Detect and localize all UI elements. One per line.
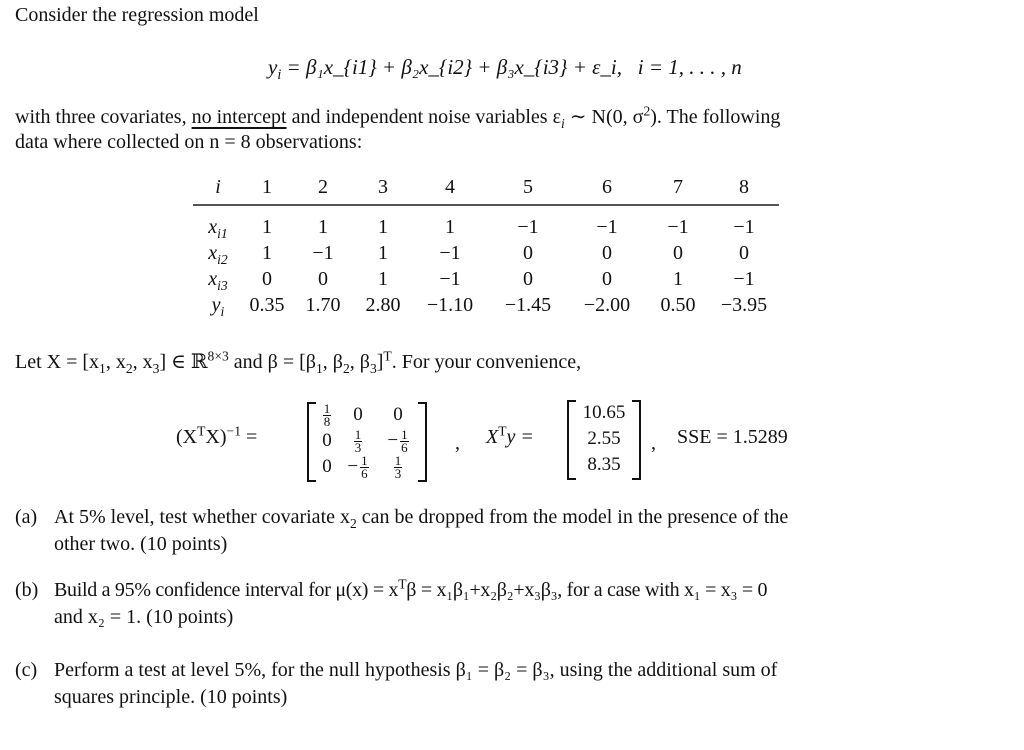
paragraph-model-description xyxy=(15,104,780,129)
table-cell: −1 xyxy=(733,215,755,238)
table-cell: −3.95 xyxy=(720,293,768,316)
table-cell: −2.00 xyxy=(583,293,631,316)
question-b-line1: Build a 95% confidence interval for $\mu(x) = x^T\beta = x_1\beta_1+x_2\beta_2+x_3\beta_3$, for a case with x₁ = x₃ = 0 xyxy=(54,576,768,601)
matrix-cell: 0 xyxy=(393,404,403,425)
table-header-row xyxy=(193,172,779,205)
vector-cell: 2.55 xyxy=(587,428,621,449)
table-cell: 0 xyxy=(673,241,683,264)
xtx-trailing-comma: , xyxy=(455,432,460,454)
table-cell: 1 xyxy=(262,215,272,238)
eq-lhs-sub: i xyxy=(277,67,282,84)
question-a-marker: (a) xyxy=(15,506,38,528)
matrix-cell: $\frac{1}{3}$ xyxy=(394,452,402,481)
table-cell: 1 xyxy=(378,241,388,264)
col-header: 8 xyxy=(709,172,779,205)
table-row-xi2 xyxy=(193,240,779,266)
question-b-line2: and x₂ = 1. (10 points) xyxy=(54,606,234,628)
xtx-inv-label: $(X^TX)^{-1}$ = xyxy=(176,423,258,448)
table-cell: 0 xyxy=(318,267,328,290)
paragraph-definitions: Let $X = [x_1$, $x_2$, $x_3$] ∈ ℝ$^{8\times 3}$ and $\beta = [\beta_1$, $\beta_2$, $\beta_3]^T$. For your convenience, xyxy=(15,348,582,376)
left-bracket xyxy=(567,400,576,480)
row-label: $x_{i1}$ xyxy=(208,215,228,241)
matrix-cell: − $\frac{1}{6}$ xyxy=(387,426,408,455)
col-header: 2 xyxy=(291,172,355,205)
table-cell: 1 xyxy=(378,215,388,238)
xty-vector xyxy=(567,400,641,480)
p1-after: and independent noise variables ε xyxy=(286,106,561,128)
table-cell: 1 xyxy=(673,267,683,290)
data-table xyxy=(193,172,779,318)
question-b-marker: (b) xyxy=(15,579,39,601)
table-cell: −1.45 xyxy=(504,293,552,316)
row-label: $x_{i2}$ xyxy=(208,241,228,267)
model-equation xyxy=(268,55,742,84)
table-cell: 0 xyxy=(602,241,612,264)
eq-rhs: = β₁x_{i1} + β₂x_{i2} + β₃x_{i3} + ε_i, xyxy=(286,55,622,79)
eq-lhs: y xyxy=(268,55,278,79)
sse-value: SSE = 1.5289 xyxy=(677,426,788,448)
table-cell: 0 xyxy=(523,267,533,290)
table-cell: 2.80 xyxy=(365,293,401,316)
left-bracket xyxy=(307,402,316,482)
matrix-cell: 0 xyxy=(353,404,363,425)
table-cell: −1 xyxy=(517,215,539,238)
matrix-cell: 0 xyxy=(322,456,332,477)
p1-dist: ∼ N(0, σ xyxy=(564,106,644,128)
question-a-line1: At 5% level, test whether covariate $x_2$ can be dropped from the model in the presence of the xyxy=(54,506,789,531)
table-cell: −1.10 xyxy=(426,293,474,316)
col-header: 1 xyxy=(243,172,291,205)
question-a-line2: other two. (10 points) xyxy=(54,533,228,555)
paragraph-observations: data where collected on n = 8 observations: xyxy=(15,131,363,153)
matrix-cell: $\frac{1}{8}$ xyxy=(323,400,331,429)
right-bracket xyxy=(632,400,641,480)
table-row-xi1 xyxy=(193,205,779,240)
table-cell: −1 xyxy=(667,215,689,238)
table-cell: 1 xyxy=(262,241,272,264)
vector-cell: 8.35 xyxy=(587,454,621,475)
table-cell: 1.70 xyxy=(305,293,341,316)
table-cell: 0.35 xyxy=(249,293,285,316)
col-header: 4 xyxy=(411,172,489,205)
eq-index-range: i = 1, . . . , n xyxy=(637,55,742,79)
table-cell: 0 xyxy=(523,241,533,264)
table-cell: 0.50 xyxy=(660,293,696,316)
table-cell: −1 xyxy=(439,241,461,264)
vector-cell: 10.65 xyxy=(582,402,626,423)
matrix-cell: 0 xyxy=(322,430,332,451)
row-label: $x_{i3}$ xyxy=(208,267,228,293)
header-i: i xyxy=(193,172,243,205)
table-cell: 1 xyxy=(318,215,328,238)
col-header: 5 xyxy=(489,172,567,205)
p1-eps-sub: i xyxy=(561,116,565,131)
question-c-line2: squares principle. (10 points) xyxy=(54,686,288,708)
matrix-cell: − $\frac{1}{6}$ xyxy=(347,452,368,481)
xty-label: $X^Ty$ = xyxy=(486,423,534,448)
p1-before: with three covariates, xyxy=(15,106,192,128)
p1-dist-end: ). The following xyxy=(650,106,781,128)
p1-underlined-no-intercept: no intercept xyxy=(191,106,287,128)
col-header: 6 xyxy=(567,172,647,205)
col-header: 3 xyxy=(355,172,411,205)
row-label: $y_i$ xyxy=(211,293,225,319)
table-cell: −1 xyxy=(733,267,755,290)
table-cell: 0 xyxy=(262,267,272,290)
table-cell: −1 xyxy=(312,241,334,264)
table-row-xi3 xyxy=(193,266,779,292)
intro-text: Consider the regression model xyxy=(15,4,259,26)
table-cell: −1 xyxy=(596,215,618,238)
table-cell: 1 xyxy=(445,215,455,238)
table-cell: 0 xyxy=(739,241,749,264)
right-bracket xyxy=(418,402,427,482)
table-cell: 0 xyxy=(602,267,612,290)
matrix-cell: $\frac{1}{3}$ xyxy=(354,426,362,455)
col-header: 7 xyxy=(647,172,709,205)
question-c-marker: (c) xyxy=(15,659,38,681)
table-cell: 1 xyxy=(378,267,388,290)
xty-trailing-comma: , xyxy=(651,432,656,454)
p1-dist-sup: 2 xyxy=(643,103,651,119)
table-row-yi xyxy=(193,292,779,318)
table-cell: −1 xyxy=(439,267,461,290)
xtx-inv-matrix xyxy=(307,402,427,482)
question-c-line1: Perform a test at level 5%, for the null hypothesis β₁ = β₂ = β₃, using the additional sum of xyxy=(54,659,778,681)
